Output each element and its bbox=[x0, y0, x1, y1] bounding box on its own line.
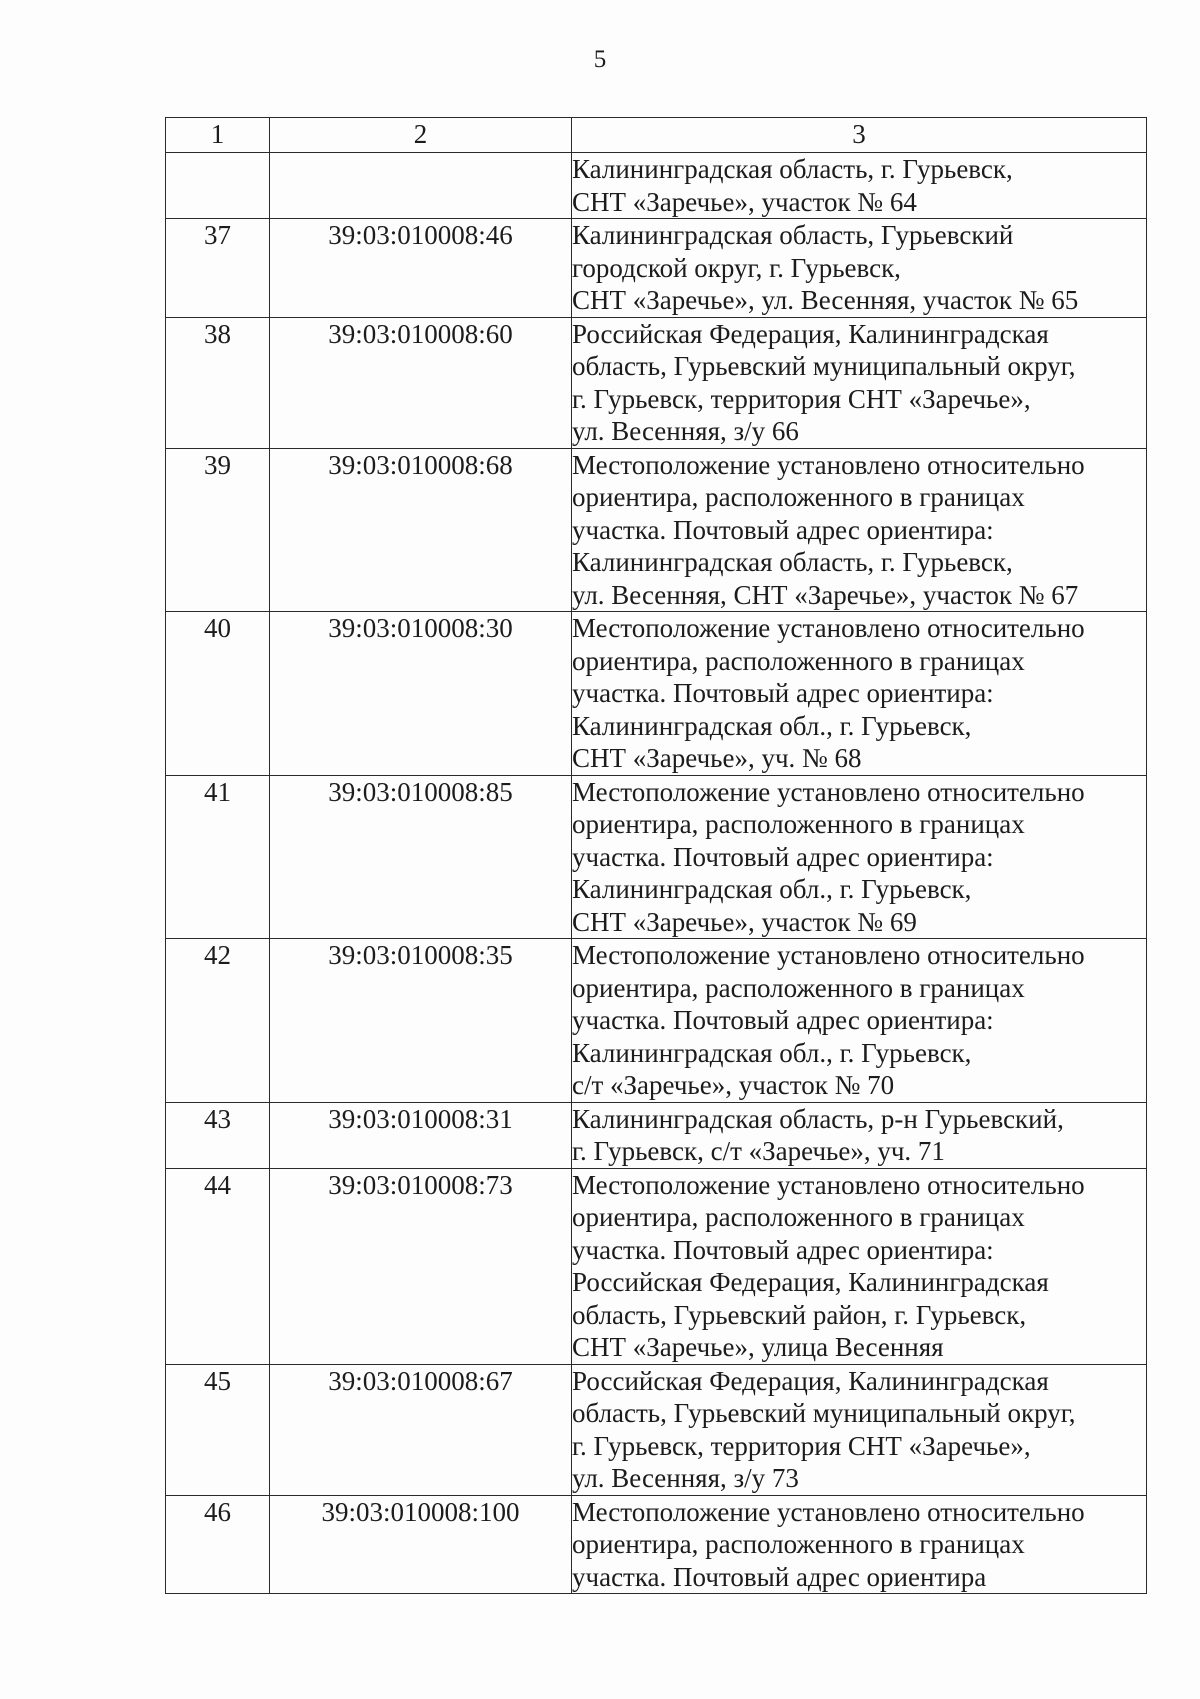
row-number-cell: 42 bbox=[166, 939, 270, 1103]
address-line: область, Гурьевский муниципальный округ, bbox=[572, 1398, 1076, 1428]
address-line: участка. Почтовый адрес ориентира: bbox=[572, 1005, 994, 1035]
address-line: Калининградская область, р-н Гурьевский, bbox=[572, 1103, 1064, 1134]
address-line: с/т «Заречье», участок № 70 bbox=[572, 1070, 895, 1100]
cadastral-number-cell: 39:03:010008:31 bbox=[270, 1102, 572, 1168]
row-number-cell: 38 bbox=[166, 317, 270, 448]
address-line: СНТ «Заречье», участок № 64 bbox=[572, 186, 917, 217]
cadastral-number-cell: 39:03:010008:68 bbox=[270, 448, 572, 612]
cadastral-number-cell: 39:03:010008:100 bbox=[270, 1495, 572, 1594]
column-header-address: 3 bbox=[572, 118, 1147, 153]
cadastral-number-cell: 39:03:010008:85 bbox=[270, 775, 572, 939]
table-row bbox=[166, 317, 1147, 448]
address-line: Калининградская обл., г. Гурьевск, bbox=[572, 710, 972, 741]
row-number-cell: 44 bbox=[166, 1168, 270, 1364]
table-row bbox=[166, 1102, 1147, 1168]
table-row bbox=[166, 1495, 1147, 1594]
table-row bbox=[166, 612, 1147, 776]
address-line: участка. Почтовый адрес ориентира: bbox=[572, 1234, 994, 1265]
address-line: участка. Почтовый адрес ориентира: bbox=[572, 841, 994, 872]
cadastral-number-cell: 39:03:010008:30 bbox=[270, 612, 572, 776]
cadastral-number-cell: 39:03:010008:35 bbox=[270, 939, 572, 1103]
table-row bbox=[166, 775, 1147, 939]
address-line: участка. Почтовый адрес ориентира: bbox=[572, 678, 994, 708]
row-number-cell: 45 bbox=[166, 1364, 270, 1495]
column-header-cadastral: 2 bbox=[270, 118, 572, 153]
address-line: область, Гурьевский муниципальный округ, bbox=[572, 351, 1076, 381]
address-cell bbox=[572, 153, 1147, 219]
address-cell bbox=[572, 317, 1147, 448]
table-row bbox=[166, 219, 1147, 318]
address-cell bbox=[572, 612, 1147, 776]
address-line: ориентира, расположенного в границах bbox=[572, 1202, 1025, 1232]
address-cell bbox=[572, 939, 1147, 1103]
address-cell bbox=[572, 1168, 1147, 1364]
address-line: Российская Федерация, Калининградская bbox=[572, 1365, 1049, 1396]
table-row bbox=[166, 153, 1147, 219]
address-cell bbox=[572, 1495, 1147, 1594]
address-line: ул. Весенняя, з/у 73 bbox=[572, 1463, 799, 1493]
row-number-cell: 41 bbox=[166, 775, 270, 939]
table-header-row bbox=[166, 118, 1147, 153]
address-line: Местоположение установлено относительно bbox=[572, 776, 1085, 807]
address-line: ориентира, расположенного в границах bbox=[572, 1529, 1025, 1559]
address-line: Калининградская обл., г. Гурьевск, bbox=[572, 1037, 972, 1068]
cadastral-number-cell bbox=[270, 153, 572, 219]
row-number-cell bbox=[166, 153, 270, 219]
cadastral-number-cell: 39:03:010008:73 bbox=[270, 1168, 572, 1364]
address-line: Российская Федерация, Калининградская bbox=[572, 1267, 1049, 1297]
address-cell bbox=[572, 448, 1147, 612]
address-line: участка. Почтовый адрес ориентира: bbox=[572, 514, 994, 545]
page-number: 5 bbox=[593, 46, 607, 73]
address-line: ориентира, расположенного в границах bbox=[572, 482, 1025, 512]
address-line: СНТ «Заречье», ул. Весенняя, участок № 65 bbox=[572, 285, 1079, 315]
address-cell bbox=[572, 1102, 1147, 1168]
column-header-number: 1 bbox=[166, 118, 270, 153]
address-line: г. Гурьевск, с/т «Заречье», уч. 71 bbox=[572, 1136, 945, 1166]
table-row bbox=[166, 1168, 1147, 1364]
address-line: СНТ «Заречье», уч. № 68 bbox=[572, 743, 862, 773]
address-line: ориентира, расположенного в границах bbox=[572, 809, 1025, 839]
table-row bbox=[166, 448, 1147, 612]
address-line: г. Гурьевск, территория СНТ «Заречье», bbox=[572, 1430, 1031, 1461]
address-line: Местоположение установлено относительно bbox=[572, 940, 1085, 970]
address-line: г. Гурьевск, территория СНТ «Заречье», bbox=[572, 383, 1031, 414]
row-number-cell: 46 bbox=[166, 1495, 270, 1594]
land-plots-table bbox=[165, 117, 1147, 1594]
address-line: Местоположение установлено относительно bbox=[572, 613, 1085, 643]
row-number-cell: 43 bbox=[166, 1102, 270, 1168]
address-cell bbox=[572, 219, 1147, 318]
address-line: Местоположение установлено относительно bbox=[572, 1169, 1085, 1200]
cadastral-number-cell: 39:03:010008:46 bbox=[270, 219, 572, 318]
address-line: городской округ, г. Гурьевск, bbox=[572, 252, 901, 283]
address-line: ул. Весенняя, СНТ «Заречье», участок № 67 bbox=[572, 579, 1079, 610]
address-line: Калининградская область, Гурьевский bbox=[572, 220, 1014, 250]
cadastral-number-cell: 39:03:010008:60 bbox=[270, 317, 572, 448]
row-number-cell: 37 bbox=[166, 219, 270, 318]
table-row bbox=[166, 1364, 1147, 1495]
address-line: область, Гурьевский район, г. Гурьевск, bbox=[572, 1299, 1027, 1330]
address-line: ориентира, расположенного в границах bbox=[572, 972, 1025, 1003]
address-line: Калининградская область, г. Гурьевск, bbox=[572, 547, 1013, 577]
address-line: Местоположение установлено относительно bbox=[572, 1496, 1085, 1527]
address-line: участка. Почтовый адрес ориентира bbox=[572, 1561, 987, 1592]
address-line: Калининградская область, г. Гурьевск, bbox=[572, 154, 1013, 184]
address-line: Российская Федерация, Калининградская bbox=[572, 318, 1049, 349]
address-cell bbox=[572, 1364, 1147, 1495]
address-line: ул. Весенняя, з/у 66 bbox=[572, 416, 799, 446]
address-line: Калининградская обл., г. Гурьевск, bbox=[572, 874, 972, 904]
cadastral-number-cell: 39:03:010008:67 bbox=[270, 1364, 572, 1495]
address-cell bbox=[572, 775, 1147, 939]
table-row bbox=[166, 939, 1147, 1103]
row-number-cell: 40 bbox=[166, 612, 270, 776]
address-line: ориентира, расположенного в границах bbox=[572, 645, 1025, 676]
address-line: СНТ «Заречье», улица Весенняя bbox=[572, 1332, 944, 1362]
address-line: СНТ «Заречье», участок № 69 bbox=[572, 906, 917, 937]
row-number-cell: 39 bbox=[166, 448, 270, 612]
address-line: Местоположение установлено относительно bbox=[572, 449, 1085, 480]
